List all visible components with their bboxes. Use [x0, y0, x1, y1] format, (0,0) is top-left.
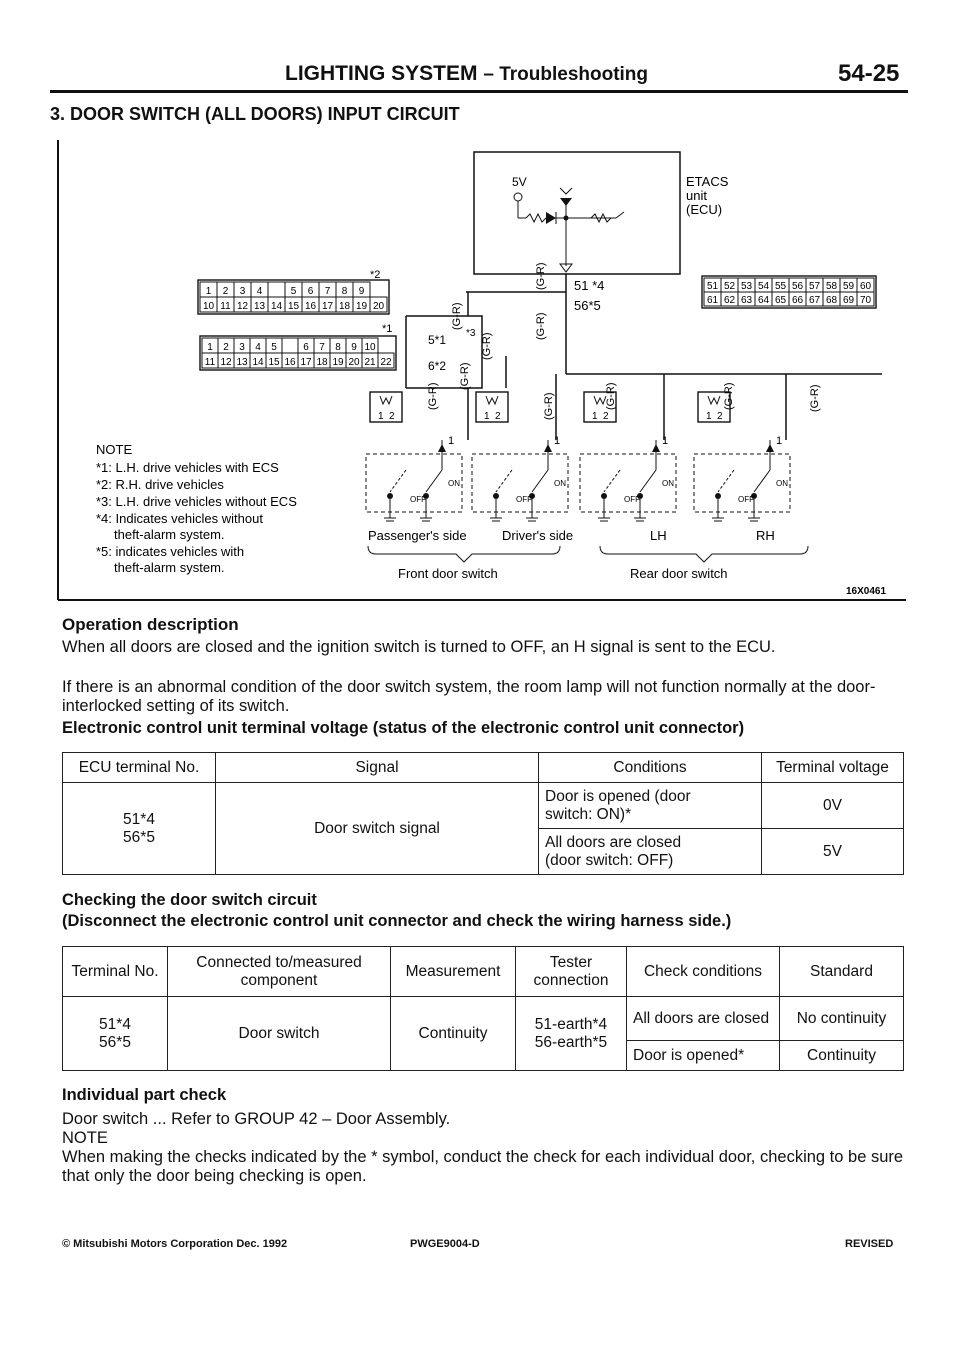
supply-label: 5V — [512, 175, 527, 189]
ecu-connector-pin: 70 — [859, 295, 872, 306]
connector-1-pin: 14 — [252, 357, 264, 368]
ecu-connector-pin: 64 — [757, 295, 770, 306]
ecu-label-2: unit — [686, 188, 707, 203]
connector-1-pin: 12 — [220, 357, 232, 368]
connector-1-pin: 4 — [255, 342, 261, 353]
switch-connector-key — [708, 396, 720, 404]
ecu-connector-pin: 53 — [740, 281, 753, 292]
check-condition-opened: Door is opened* — [627, 1041, 780, 1071]
switch-off-label: OFF — [624, 495, 640, 504]
switch-contact — [532, 470, 548, 492]
check-terminal-56: 56*5 — [99, 1033, 131, 1051]
check-header-terminal: Terminal No. — [63, 947, 168, 997]
connector-2-pin: 3 — [239, 286, 246, 297]
ecu-connector-pin: 54 — [757, 281, 770, 292]
connector-1-pin: 2 — [223, 342, 229, 353]
connector-1-pin: 8 — [335, 342, 341, 353]
footer-copyright: © Mitsubishi Motors Corporation Dec. 1992 — [62, 1238, 288, 1250]
switch-connector-key — [380, 396, 392, 404]
ecu-connector-pin: 68 — [825, 295, 838, 306]
ecu-connector-pin: 59 — [842, 281, 855, 292]
ecu-connector-pin: 55 — [774, 281, 787, 292]
ecu-header-voltage: Terminal voltage — [762, 753, 904, 783]
footer-status: REVISED — [845, 1238, 894, 1250]
switch-contact-open — [390, 470, 406, 492]
wire-color-label: (G-R) — [481, 332, 493, 360]
connector-1-pin: 16 — [284, 357, 296, 368]
check-standard-closed: No continuity — [780, 997, 904, 1041]
operation-paragraph-2: If there is an abnormal condition of the door switch system, the room lamp will not function normally at the door-interlocked setting of its switch. — [62, 678, 876, 715]
ecu-connector-pin: 63 — [740, 295, 753, 306]
switch-connector-key — [486, 396, 498, 404]
connector-1-pin: 3 — [239, 342, 245, 353]
connector-1-pin: 21 — [364, 357, 376, 368]
switch-on-label: ON — [662, 479, 674, 488]
switch-arrow — [438, 444, 446, 452]
connector-2-pin: 8 — [341, 286, 348, 297]
connector-2-pin: 20 — [372, 301, 385, 312]
ecu-condition-open-2: switch: ON)* — [545, 805, 632, 823]
connector-1-cell — [282, 338, 298, 353]
connector-2-pin: 5 — [290, 286, 297, 297]
pin-56-label: 56*5 — [574, 298, 601, 313]
check-table — [62, 946, 904, 1071]
switch-off-label: OFF — [516, 495, 532, 504]
note-4: *4: Indicates vehicles without — [96, 511, 263, 526]
pin-5-label: 5*1 — [428, 333, 447, 347]
ecu-connector-pin: 62 — [723, 295, 736, 306]
ecu-voltage-closed: 5V — [762, 829, 904, 875]
switch-connector-pin: 1 — [592, 411, 598, 422]
switch-connector-pin: 1 — [378, 411, 384, 422]
ecu-connector-pin: 52 — [723, 281, 736, 292]
ecu-connector-pin: 51 — [706, 281, 719, 292]
check-terminal-51: 51*4 — [99, 1015, 131, 1033]
check-tester-51: 51-earth*4 — [534, 1015, 608, 1033]
connector-1-pin: 10 — [364, 342, 376, 353]
circuit-diagram — [56, 140, 908, 610]
front-door-switch-label: Front door switch — [398, 566, 498, 581]
connector-2-pin: 17 — [321, 301, 334, 312]
check-terminal-cell — [63, 997, 168, 1071]
switch-contact-open — [718, 470, 734, 492]
connector-1-pin: 1 — [207, 342, 213, 353]
wire-color-label: (G-R) — [605, 382, 617, 410]
wire-color-label: (G-R) — [427, 382, 439, 410]
ecu-connector-pin: 69 — [842, 295, 855, 306]
conn1-mark: *1 — [382, 323, 393, 335]
switch-on-label: ON — [448, 479, 460, 488]
ecu-condition-closed — [539, 829, 762, 875]
individual-note-label: NOTE — [62, 1129, 108, 1147]
switch-on-label: ON — [776, 479, 788, 488]
connector-2-pin: 12 — [236, 301, 249, 312]
ecu-header-signal: Signal — [216, 753, 539, 783]
note-5: *5: indicates vehicles with — [96, 544, 245, 559]
switch-terminal — [493, 493, 499, 499]
ecu-table-title: Electronic control unit terminal voltage (status of the electronic control unit connector) — [62, 719, 745, 737]
note-title: NOTE — [96, 442, 133, 457]
connector-2-pin: 10 — [202, 301, 215, 312]
switch-terminal — [601, 493, 607, 499]
switch-connector-pin: 2 — [717, 411, 723, 422]
switch-contact — [754, 470, 770, 492]
note-5b: theft-alarm system. — [114, 560, 225, 575]
door-switches — [366, 392, 790, 521]
connector-1-pin: 17 — [300, 357, 312, 368]
switch-off-label: OFF — [410, 495, 426, 504]
wire-color-label: (G-R) — [459, 362, 471, 390]
ecu-header-conditions: Conditions — [539, 753, 762, 783]
switch-connector-pin: 2 — [603, 411, 609, 422]
check-title-line-2: (Disconnect the electronic control unit connector and check the wiring harness side.) — [62, 912, 732, 930]
ecu-connector-pin: 67 — [808, 295, 821, 306]
ecu-connector-pin: 58 — [825, 281, 838, 292]
ecu-terminal-51: 51*4 — [123, 810, 155, 828]
section-title: 3. DOOR SWITCH (ALL DOORS) INPUT CIRCUIT — [50, 104, 460, 124]
check-header-component: Connected to/measured component — [168, 947, 391, 997]
connector-1-pin: 19 — [332, 357, 344, 368]
connector-2-pin: 15 — [287, 301, 300, 312]
individual-check-title: Individual part check — [62, 1086, 227, 1104]
footer-doc-number: PWGE9004-D — [410, 1238, 480, 1250]
check-standard-opened: Continuity — [780, 1041, 904, 1071]
connector-2-pin: 6 — [307, 286, 314, 297]
connector-2-cell — [268, 282, 285, 297]
switch-connector — [370, 392, 402, 422]
check-header-standard: Standard — [780, 947, 904, 997]
ecu-connector-pin: 57 — [808, 281, 821, 292]
connector-1-pin: 18 — [316, 357, 328, 368]
connector-1-pin: 7 — [319, 342, 325, 353]
connector-2-pin: 13 — [253, 301, 266, 312]
check-header-measurement: Measurement — [391, 947, 516, 997]
operation-paragraph-1: When all doors are closed and the ignition switch is turned to OFF, an H signal is sent to the ECU. — [62, 638, 776, 656]
switch-label-passenger: Passenger's side — [368, 528, 467, 543]
connector-1-pin: 22 — [380, 357, 392, 368]
switch-terminal-number: 1 — [448, 435, 455, 447]
connector-2-pin: 1 — [205, 286, 212, 297]
wire-color-label: (G-R) — [723, 382, 735, 410]
switch-label-driver: Driver's side — [502, 528, 574, 543]
switch-contact-open — [604, 470, 620, 492]
circuit-svg — [56, 140, 908, 610]
ecu-terminal-cell — [63, 783, 216, 875]
ecu-voltage-open: 0V — [762, 783, 904, 829]
switch-terminal — [715, 493, 721, 499]
ecu-signal-cell: Door switch signal — [216, 783, 539, 875]
ecu-header-terminal: ECU terminal No. — [63, 753, 216, 783]
pin-51-label: 51 *4 — [574, 278, 605, 293]
switch-connector-pin: 1 — [706, 411, 712, 422]
switch-terminal-number: 1 — [662, 435, 669, 447]
connector-1 — [200, 336, 396, 370]
ecu-connector-pin: 66 — [791, 295, 804, 306]
switch-on-label: ON — [554, 479, 566, 488]
connector-1-pin: 15 — [268, 357, 280, 368]
rear-door-switch-label: Rear door switch — [630, 566, 728, 581]
switch-contact-open — [496, 470, 512, 492]
switch-arrow — [766, 444, 774, 452]
switch-label-lh: LH — [650, 528, 667, 543]
note-3: *3: L.H. drive vehicles without ECS — [96, 494, 297, 509]
switch-arrow — [652, 444, 660, 452]
check-title — [62, 890, 731, 932]
connector-2 — [198, 280, 389, 314]
ecu-connector-pin: 60 — [859, 281, 872, 292]
ecu-terminal-56: 56*5 — [123, 828, 155, 846]
connector-2-pin: 18 — [338, 301, 351, 312]
switch-connector — [476, 392, 508, 422]
page-title — [285, 62, 648, 86]
switch-arrow — [544, 444, 552, 452]
check-tester-56: 56-earth*5 — [534, 1033, 608, 1051]
connector-1-pin: 11 — [204, 357, 216, 368]
ecu-voltage-table — [62, 752, 904, 875]
ecu-condition-open-1: Door is opened (door — [545, 787, 691, 805]
check-tester-cell — [516, 997, 627, 1071]
wire-color-label: (G-R) — [535, 262, 547, 290]
wire-color-label: (G-R) — [543, 392, 555, 420]
conn2-mark: *2 — [370, 269, 381, 281]
connector-1-pin: 5 — [271, 342, 277, 353]
page-number: 54-25 — [838, 60, 900, 87]
title-text: LIGHTING SYSTEM — [285, 62, 478, 85]
note-1: *1: L.H. drive vehicles with ECS — [96, 460, 279, 475]
switch-terminal-number: 1 — [776, 435, 783, 447]
connector-2-pin: 9 — [358, 286, 365, 297]
switch-contact — [426, 470, 442, 492]
wire-color-label: (G-R) — [809, 384, 821, 412]
ecu-connector-pin: 56 — [791, 281, 804, 292]
header-rule — [50, 90, 908, 93]
check-header-conditions: Check conditions — [627, 947, 780, 997]
ecu-label-1: ETACS — [686, 174, 729, 189]
pin-3-mark: *3 — [466, 328, 476, 339]
ecu-connector-pin: 65 — [774, 295, 787, 306]
individual-check-line: Door switch ... Refer to GROUP 42 – Door Assembly. — [62, 1110, 451, 1128]
switch-label-rh: RH — [756, 528, 775, 543]
individual-note-text: When making the checks indicated by the * symbol, conduct the check for each individual door, checking to be sure that only the door being checking is open. — [62, 1148, 904, 1185]
connector-2-pin: 4 — [256, 286, 263, 297]
wire-color-label: (G-R) — [451, 302, 463, 330]
check-header-tester: Tester connection — [516, 947, 627, 997]
connector-1-pin: 13 — [236, 357, 248, 368]
connector-2-pin: 14 — [270, 301, 283, 312]
switch-terminal-number: 1 — [554, 435, 561, 447]
rear-brace — [600, 546, 808, 562]
connector-2-pin: 11 — [220, 301, 231, 312]
ecu-condition-closed-2: (door switch: OFF) — [545, 851, 674, 869]
switch-contact — [640, 470, 656, 492]
switch-connector-pin: 2 — [495, 411, 501, 422]
pin-6-label: 6*2 — [428, 359, 447, 373]
ecu-label-3: (ECU) — [686, 202, 723, 217]
check-title-line-1: Checking the door switch circuit — [62, 891, 317, 909]
ecu-condition-open — [539, 783, 762, 829]
connector-2-pin: 2 — [222, 286, 229, 297]
check-measurement-cell: Continuity — [391, 997, 516, 1071]
switch-connector-pin: 2 — [389, 411, 395, 422]
ecu-box — [474, 152, 680, 274]
connector-1-pin: 6 — [303, 342, 309, 353]
connector-2-pin: 16 — [304, 301, 317, 312]
check-condition-closed: All doors are closed — [627, 997, 780, 1041]
ecu-connector-pin: 61 — [706, 295, 719, 306]
wire-color-label: (G-R) — [535, 312, 547, 340]
ecu-condition-closed-1: All doors are closed — [545, 833, 682, 851]
note-4b: theft-alarm system. — [114, 527, 225, 542]
title-subtitle: – Troubleshooting — [483, 64, 649, 85]
operation-title: Operation description — [62, 615, 239, 634]
check-component-cell: Door switch — [168, 997, 391, 1071]
ecu-connector — [702, 276, 876, 308]
switch-connector-pin: 1 — [484, 411, 490, 422]
figure-code: 16X0461 — [846, 586, 887, 597]
note-2: *2: R.H. drive vehicles — [96, 477, 224, 492]
individual-check-body — [62, 1110, 912, 1186]
front-brace — [368, 546, 560, 562]
connector-1-pin: 9 — [351, 342, 357, 353]
switch-terminal — [387, 493, 393, 499]
switch-off-label: OFF — [738, 495, 754, 504]
connector-1-pin: 20 — [348, 357, 360, 368]
connector-2-pin: 19 — [355, 301, 368, 312]
connector-2-pin: 7 — [324, 286, 331, 297]
